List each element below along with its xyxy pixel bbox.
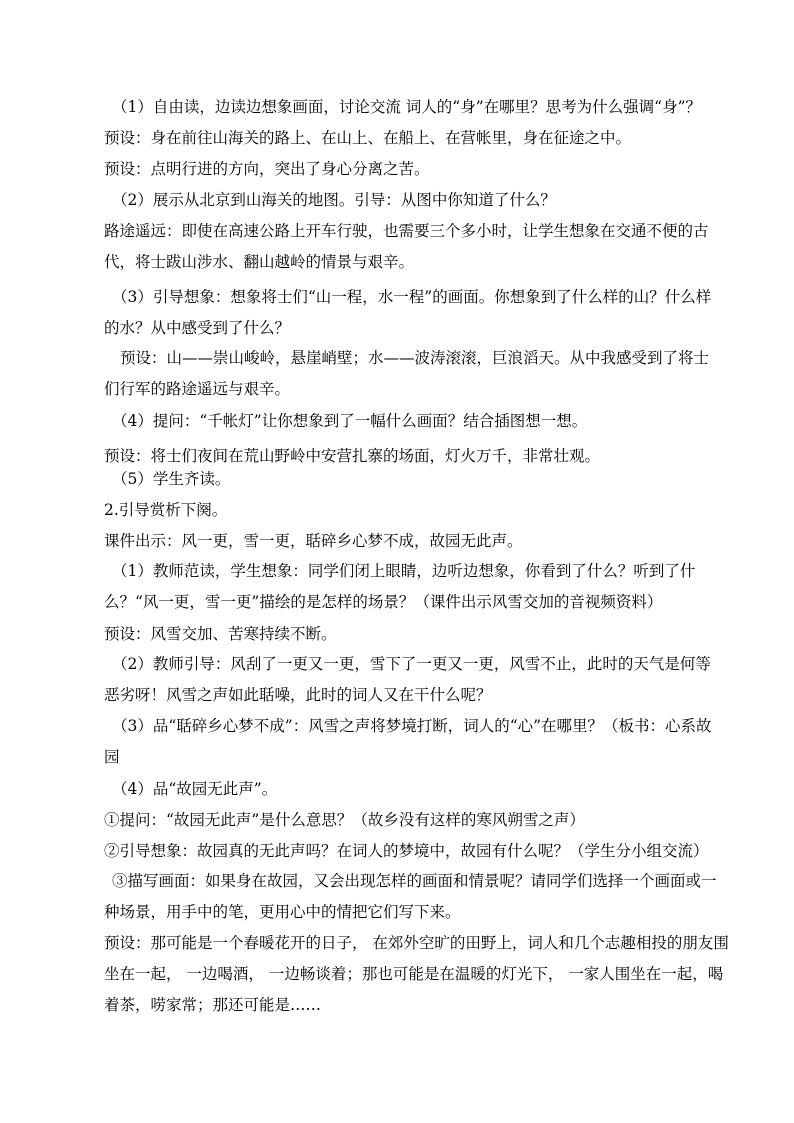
paragraph-15: （2）教师引导：风刮了一更又一更，雪下了一更又一更，风雪不止，此时的天气是何等恶劣呀！风雪之声如此聒噪，此时的词人又在干什么呢？ [104, 655, 711, 704]
paragraph-13: （1）教师范读，学生想象：同学们闭上眼睛，边听边想象，你看到了什么？听到了什么？“风一更，雪一更”描绘的是怎样的场景？（课件出示风雪交加的音视频资料） [104, 562, 696, 611]
paragraph-5: 路途遥远：即使在高速公路上开车行驶，也需要三个多小时，让学生想象在交通不便的古代，将士跋山涉水、翻山越岭的情景与艰辛。 [104, 222, 709, 271]
paragraph-7: 预设：山——崇山峻岭，悬崖峭壁；水——波涛滚滚，巨浪滔天。从中我感受到了将士们行军的路途遥远与艰辛。 [104, 349, 710, 398]
paragraph-17: （4）品“故园无此声”。 [112, 780, 278, 798]
paragraph-20: ③描写画面：如果身在故园，又会出现怎样的画面和情景呢？请同学们选择一个画面或一种场景，用手中的笔，更用心中的情把它们写下来。 [104, 872, 717, 921]
paragraph-12: 课件出示：风一更，雪一更，聒碎乡心梦不成，故园无此声。 [104, 532, 523, 550]
paragraph-4: （2）展示从北京到山海关的地图。引导：从图中你知道了什么？ [112, 191, 556, 209]
paragraph-9: 预设：将士们夜间在荒山野岭中安营扎寨的场面，灯火万千，非常壮观。 [104, 447, 601, 465]
paragraph-11: 2.引导赏析下阕。 [104, 501, 228, 519]
paragraph-14: 预设：风雪交加、苦寒持续不断。 [104, 625, 337, 643]
paragraph-18: ①提问：“故园无此声”是什么意思？（故乡没有这样的寒风朔雪之声） [104, 811, 585, 829]
paragraph-10: （5）学生齐读。 [112, 470, 231, 488]
paragraph-8: （4）提问：“千帐灯”让你想象到了一幅什么画面？结合插图想一想。 [112, 412, 588, 430]
paragraph-6: （3）引导想象：想象将士们“山一程，水一程”的画面。你想象到了什么样的山？什么样的水？从中感受到了什么？ [104, 288, 712, 337]
paragraph-16: （3）品“聒碎乡心梦不成”：风雪之声将梦境打断，词人的“心”在哪里？（板书：心系故园 [104, 717, 712, 766]
paragraph-3: 预设：点明行进的方向，突出了身心分离之苦。 [104, 160, 430, 178]
paragraph-2: 预设：身在前往山海关的路上、在山上、在船上、在营帐里，身在征途之中。 [104, 129, 632, 147]
paragraph-19: ②引导想象：故园真的无此声吗？在词人的梦境中，故园有什么呢？（学生分小组交流） [104, 842, 709, 860]
paragraph-1: （1）自由读，边读边想象画面，讨论交流 词人的“身”在哪里？思考为什么强调“身”？ [112, 98, 701, 116]
paragraph-21: 预设：那可能是一个春暖花开的日子， 在郊外空旷的田野上，词人和几个志趣相投的朋友围坐在一起， 一边喝酒， 一边畅谈着；那也可能是在温暖的灯光下， 一家人围坐在一起，喝着茶，唠家常；那还可能是…… [104, 934, 729, 1014]
